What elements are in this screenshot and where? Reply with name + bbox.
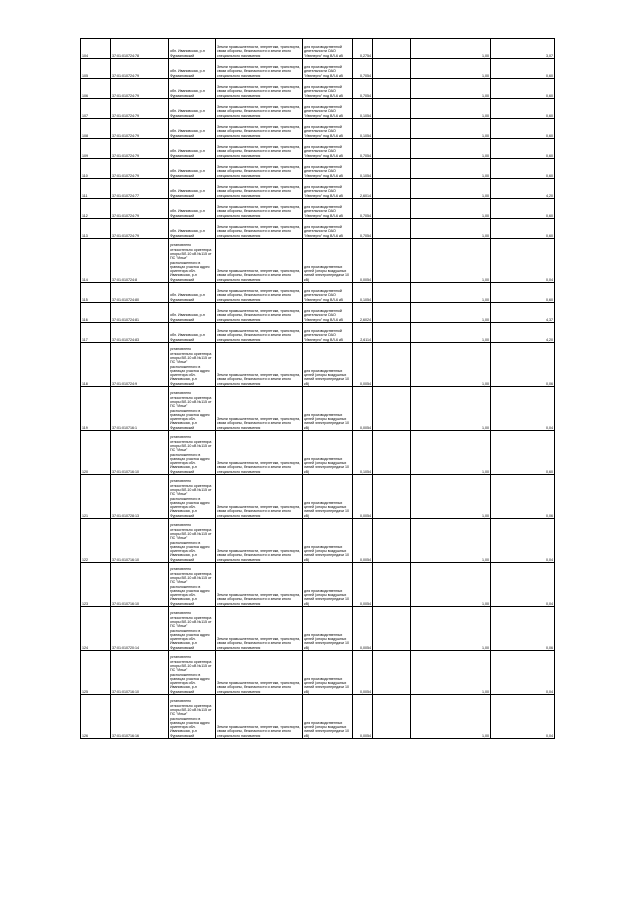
table-row — [81, 199, 555, 219]
cadastral-number: 37:01:010716:10 — [111, 431, 169, 475]
table-row — [81, 607, 555, 651]
table-row — [81, 239, 555, 283]
table-row — [81, 475, 555, 519]
land-category: Земли промышленности, энергетики, транспорта, связи обороны, безопасности и земли иного специального назначения — [216, 199, 303, 219]
empty-cell — [373, 119, 411, 139]
location: обл. Ивановская, р-н Фурмановский — [169, 79, 216, 99]
location: обл. Ивановская, р-н Фурмановский — [169, 119, 216, 139]
table-row — [81, 219, 555, 239]
area: 0,7054 — [353, 59, 373, 79]
row-number: 117 — [81, 323, 111, 343]
cadastral-number: 37:01:010724:8 — [111, 239, 169, 283]
table-row — [81, 119, 555, 139]
empty-cell — [373, 323, 411, 343]
land-category: Земли промышленности, энергетики, транспорта, связи обороны, безопасности и земли иного специального назначения — [216, 387, 303, 431]
table-row — [81, 387, 555, 431]
row-number: 108 — [81, 119, 111, 139]
coefficient: 1,00 — [411, 239, 491, 283]
permitted-use: для производственной деятельности ОАО "Ивэнерго" под ВЛ-6 кВ — [303, 303, 353, 323]
table-row — [81, 431, 555, 475]
amount: 0,04 — [491, 387, 555, 431]
empty-cell — [373, 139, 411, 159]
area: 0,1054 — [353, 119, 373, 139]
location: обл. Ивановская, р-н Фурмановский — [169, 283, 216, 303]
land-category: Земли промышленности, энергетики, транспорта, связи обороны, безопасности и земли иного специального назначения — [216, 563, 303, 607]
location: обл. Ивановская, р-н Фурмановский — [169, 39, 216, 59]
table-row — [81, 323, 555, 343]
row-number: 114 — [81, 239, 111, 283]
empty-cell — [373, 99, 411, 119]
row-number: 124 — [81, 607, 111, 651]
permitted-use: для производственных целей (опоры воздушных линий электропередачи 10 кВ) — [303, 431, 353, 475]
empty-cell — [373, 219, 411, 239]
land-category: Земли промышленности, энергетики, транспорта, связи обороны, безопасности и земли иного специального назначения — [216, 159, 303, 179]
coefficient: 1,00 — [411, 159, 491, 179]
permitted-use: для производственной деятельности ОАО "Ивэнерго" под ВЛ-6 кВ — [303, 139, 353, 159]
amount: 0,06 — [491, 475, 555, 519]
amount: 0,06 — [491, 607, 555, 651]
coefficient: 1,00 — [411, 179, 491, 199]
coefficient: 1,00 — [411, 119, 491, 139]
area: 0,7054 — [353, 199, 373, 219]
row-number: 113 — [81, 219, 111, 239]
empty-cell — [373, 475, 411, 519]
table-row — [81, 519, 555, 563]
amount: 0,04 — [491, 239, 555, 283]
land-category: Земли промышленности, энергетики, транспорта, связи обороны, безопасности и земли иного специального назначения — [216, 519, 303, 563]
location: обл. Ивановская, р-н Фурмановский — [169, 99, 216, 119]
coefficient: 1,00 — [411, 431, 491, 475]
row-number: 112 — [81, 199, 111, 219]
empty-cell — [373, 39, 411, 59]
area: 0,0054 — [353, 343, 373, 387]
area: 0,0054 — [353, 239, 373, 283]
row-number: 120 — [81, 431, 111, 475]
area: 0,1054 — [353, 99, 373, 119]
permitted-use: для производственных целей (опоры воздушных линий электропередачи 10 кВ) — [303, 343, 353, 387]
location: установлено относительно ориентира опоры ВЛ-10 кВ №115 от ПС "Ильи" расположенного в границах участка адрес ориентира обл. Ивановская, р-н Фурмановский — [169, 563, 216, 607]
permitted-use: для производственных целей (опоры воздушных линий электропередачи 10 кВ) — [303, 607, 353, 651]
cadastral-number: 37:01:010724:79 — [111, 159, 169, 179]
cadastral-number: 37:01:010724:9 — [111, 343, 169, 387]
location: обл. Ивановская, р-н Фурмановский — [169, 59, 216, 79]
permitted-use: для производственной деятельности ОАО "Ивэнерго" под ВЛ-6 кВ — [303, 119, 353, 139]
coefficient: 1,00 — [411, 303, 491, 323]
area: 0,1054 — [353, 159, 373, 179]
empty-cell — [373, 563, 411, 607]
area: 0,0054 — [353, 387, 373, 431]
coefficient: 1,00 — [411, 59, 491, 79]
empty-cell — [373, 199, 411, 219]
coefficient: 1,00 — [411, 695, 491, 739]
land-category: Земли промышленности, энергетики, транспорта, связи обороны, безопасности и земли иного специального назначения — [216, 239, 303, 283]
coefficient: 1,00 — [411, 79, 491, 99]
land-category: Земли промышленности, энергетики, транспорта, связи обороны, безопасности и земли иного специального назначения — [216, 179, 303, 199]
cadastral-number: 37:01:010724:81 — [111, 303, 169, 323]
permitted-use: для производственных целей (опоры воздушных линий электропередачи 10 кВ) — [303, 475, 353, 519]
row-number: 104 — [81, 39, 111, 59]
amount: 4,37 — [491, 303, 555, 323]
coefficient: 1,00 — [411, 323, 491, 343]
permitted-use: для производственной деятельности ОАО "Ивэнерго" под ВЛ-6 кВ — [303, 59, 353, 79]
land-category: Земли промышленности, энергетики, транспорта, связи обороны, безопасности и земли иного специального назначения — [216, 139, 303, 159]
land-category: Земли промышленности, энергетики, транспорта, связи обороны, безопасности и земли иного специального назначения — [216, 695, 303, 739]
land-category: Земли промышленности, энергетики, транспорта, связи обороны, безопасности и земли иного специального назначения — [216, 303, 303, 323]
cadastral-number: 37:01:010716:10 — [111, 651, 169, 695]
coefficient: 1,00 — [411, 563, 491, 607]
permitted-use: для производственных целей (опоры воздушных линий электропередачи 10 кВ) — [303, 387, 353, 431]
amount: 0,04 — [491, 651, 555, 695]
table-row — [81, 283, 555, 303]
row-number: 116 — [81, 303, 111, 323]
cadastral-number: 37:01:010720:14 — [111, 607, 169, 651]
table-row — [81, 79, 555, 99]
cadastral-number: 37:01:010724:79 — [111, 119, 169, 139]
area: 0,2754 — [353, 39, 373, 59]
row-number: 119 — [81, 387, 111, 431]
land-category: Земли промышленности, энергетики, транспорта, связи обороны, безопасности и земли иного специального назначения — [216, 59, 303, 79]
cadastral-number: 37:01:010724:80 — [111, 283, 169, 303]
table-row — [81, 695, 555, 739]
cadastral-number: 37:01:010724:78 — [111, 39, 169, 59]
location: установлено относительно ориентира опоры ВЛ-10 кВ №115 от ПС "Ильи" расположенного в границах участка адрес ориентира обл. Ивановская, р-н Фурмановский — [169, 387, 216, 431]
cadastral-number: 37:01:010724:79 — [111, 59, 169, 79]
table-row — [81, 651, 555, 695]
empty-cell — [373, 179, 411, 199]
row-number: 122 — [81, 519, 111, 563]
area: 2,6024 — [353, 303, 373, 323]
empty-cell — [373, 431, 411, 475]
location: обл. Ивановская, р-н Фурмановский — [169, 179, 216, 199]
permitted-use: для производственных целей (опоры воздушных линий электропередачи 10 кВ) — [303, 651, 353, 695]
cadastral-number: 37:01:010716:1 — [111, 387, 169, 431]
land-category: Земли промышленности, энергетики, транспорта, связи обороны, безопасности и земли иного специального назначения — [216, 651, 303, 695]
permitted-use: для производственной деятельности ОАО "Ивэнерго" под ВЛ-6 кВ — [303, 323, 353, 343]
area: 0,0054 — [353, 519, 373, 563]
location: установлено относительно ориентира опоры ВЛ-10 кВ №115 от ПС "Ильи" расположенного в границах участка адрес ориентира обл. Ивановская, р-н Фурмановский — [169, 695, 216, 739]
row-number: 115 — [81, 283, 111, 303]
table-row — [81, 99, 555, 119]
location: обл. Ивановская, р-н Фурмановский — [169, 303, 216, 323]
area: 0,7054 — [353, 79, 373, 99]
permitted-use: для производственной деятельности ОАО "Ивэнерго" под ВЛ-6 кВ — [303, 199, 353, 219]
coefficient: 1,00 — [411, 343, 491, 387]
empty-cell — [373, 159, 411, 179]
coefficient: 1,00 — [411, 475, 491, 519]
permitted-use: для производственной деятельности ОАО "Ивэнерго" под ВЛ-6 кВ — [303, 179, 353, 199]
amount: 0,60 — [491, 159, 555, 179]
area: 2,6014 — [353, 179, 373, 199]
coefficient: 1,00 — [411, 519, 491, 563]
coefficient: 1,00 — [411, 199, 491, 219]
amount: 0,06 — [491, 343, 555, 387]
row-number: 111 — [81, 179, 111, 199]
amount: 0,60 — [491, 199, 555, 219]
empty-cell — [373, 343, 411, 387]
cadastral-number: 37:01:010716:10 — [111, 563, 169, 607]
land-category: Земли промышленности, энергетики, транспорта, связи обороны, безопасности и земли иного специального назначения — [216, 607, 303, 651]
permitted-use: для производственной деятельности ОАО "Ивэнерго" под ВЛ-6 кВ — [303, 39, 353, 59]
row-number: 106 — [81, 79, 111, 99]
cadastral-number: 37:01:010716:16 — [111, 695, 169, 739]
amount: 0,60 — [491, 139, 555, 159]
area: 0,0054 — [353, 475, 373, 519]
permitted-use: для производственной деятельности ОАО "Ивэнерго" под ВЛ-6 кВ — [303, 283, 353, 303]
coefficient: 1,00 — [411, 99, 491, 119]
row-number: 105 — [81, 59, 111, 79]
area: 0,0054 — [353, 695, 373, 739]
empty-cell — [373, 59, 411, 79]
location: обл. Ивановская, р-н Фурмановский — [169, 139, 216, 159]
coefficient: 1,00 — [411, 607, 491, 651]
coefficient: 1,00 — [411, 219, 491, 239]
empty-cell — [373, 651, 411, 695]
cadastral-number: 37:01:010724:79 — [111, 99, 169, 119]
amount: 0,60 — [491, 219, 555, 239]
amount: 0,60 — [491, 99, 555, 119]
table-row — [81, 563, 555, 607]
empty-cell — [373, 607, 411, 651]
cadastral-number: 37:01:010724:79 — [111, 79, 169, 99]
area: 0,7054 — [353, 139, 373, 159]
location: обл. Ивановская, р-н Фурмановский — [169, 199, 216, 219]
land-category: Земли промышленности, энергетики, транспорта, связи обороны, безопасности и земли иного специального назначения — [216, 343, 303, 387]
area: 2,6114 — [353, 323, 373, 343]
table-row — [81, 39, 555, 59]
cadastral-number: 37:01:010724:77 — [111, 179, 169, 199]
row-number: 126 — [81, 695, 111, 739]
table-row — [81, 303, 555, 323]
location: установлено относительно ориентира опоры ВЛ-10 кВ №115 от ПС "Ильи" расположенного в границах участка адрес ориентира обл. Ивановская, р-н Фурмановский — [169, 607, 216, 651]
cadastral-number: 37:01:010724:79 — [111, 199, 169, 219]
coefficient: 1,00 — [411, 283, 491, 303]
land-category: Земли промышленности, энергетики, транспорта, связи обороны, безопасности и земли иного специального назначения — [216, 283, 303, 303]
land-category: Земли промышленности, энергетики, транспорта, связи обороны, безопасности и земли иного специального назначения — [216, 431, 303, 475]
amount: 0,04 — [491, 695, 555, 739]
location: установлено относительно ориентира опоры ВЛ-10 кВ №115 от ПС "Ильи" расположенного в границах участка адрес ориентира обл. Ивановская, р-н Фурмановский — [169, 475, 216, 519]
permitted-use: для производственной деятельности ОАО "Ивэнерго" под ВЛ-6 кВ — [303, 79, 353, 99]
location: обл. Ивановская, р-н Фурмановский — [169, 323, 216, 343]
row-number: 125 — [81, 651, 111, 695]
table-row — [81, 159, 555, 179]
empty-cell — [373, 519, 411, 563]
empty-cell — [373, 283, 411, 303]
coefficient: 1,00 — [411, 387, 491, 431]
cadastral-number: 37:01:010724:79 — [111, 219, 169, 239]
coefficient: 1,00 — [411, 651, 491, 695]
table-row — [81, 179, 555, 199]
table-row — [81, 139, 555, 159]
amount: 4,20 — [491, 179, 555, 199]
cadastral-number: 37:01:010728:13 — [111, 475, 169, 519]
location: обл. Ивановская, р-н Фурмановский — [169, 219, 216, 239]
coefficient: 1,00 — [411, 39, 491, 59]
permitted-use: для производственных целей (опоры воздушных линий электропередачи 10 кВ) — [303, 563, 353, 607]
area: 0,1054 — [353, 431, 373, 475]
table-row — [81, 59, 555, 79]
location: установлено относительно ориентира опоры ВЛ-10 кВ №115 от ПС "Ильи" расположенного в границах участка адрес ориентира обл. Ивановская, р-н Фурмановский — [169, 431, 216, 475]
location: установлено относительно ориентира опоры ВЛ-10 кВ №115 от ПС "Ильи" расположенного в границах участка адрес ориентира обл. Ивановская, р-н Фурмановский — [169, 519, 216, 563]
amount: 0,60 — [491, 119, 555, 139]
permitted-use: для производственных целей (опоры воздушных линий электропередачи 10 кВ) — [303, 519, 353, 563]
permitted-use: для производственных целей (опоры воздушных линий электропередачи 10 кВ) — [303, 695, 353, 739]
amount: 0,60 — [491, 59, 555, 79]
land-plot-table — [80, 38, 555, 739]
amount: 0,04 — [491, 519, 555, 563]
empty-cell — [373, 303, 411, 323]
land-category: Земли промышленности, энергетики, транспорта, связи обороны, безопасности и земли иного специального назначения — [216, 475, 303, 519]
cadastral-number: 37:01:010724:83 — [111, 323, 169, 343]
location: установлено относительно ориентира опоры ВЛ-10 кВ №115 от ПС "Ильи" расположенного в границах участка адрес ориентира обл. Ивановская, р-н Фурмановский — [169, 239, 216, 283]
amount: 3,07 — [491, 39, 555, 59]
amount: 4,20 — [491, 323, 555, 343]
area: 0,0054 — [353, 563, 373, 607]
row-number: 107 — [81, 99, 111, 119]
area: 0,0054 — [353, 607, 373, 651]
land-category: Земли промышленности, энергетики, транспорта, связи обороны, безопасности и земли иного специального назначения — [216, 119, 303, 139]
permitted-use: для производственной деятельности ОАО "Ивэнерго" под ВЛ-6 кВ — [303, 99, 353, 119]
table-body — [81, 39, 555, 739]
amount: 0,60 — [491, 431, 555, 475]
coefficient: 1,00 — [411, 139, 491, 159]
land-category: Земли промышленности, энергетики, транспорта, связи обороны, безопасности и земли иного специального назначения — [216, 79, 303, 99]
amount: 0,60 — [491, 283, 555, 303]
row-number: 123 — [81, 563, 111, 607]
permitted-use: для производственной деятельности ОАО "Ивэнерго" под ВЛ-6 кВ — [303, 159, 353, 179]
empty-cell — [373, 695, 411, 739]
permitted-use: для производственных целей (опоры воздушных линий электропередачи 10 кВ) — [303, 239, 353, 283]
row-number: 118 — [81, 343, 111, 387]
land-category: Земли промышленности, энергетики, транспорта, связи обороны, безопасности и земли иного специального назначения — [216, 323, 303, 343]
row-number: 109 — [81, 139, 111, 159]
area: 0,1054 — [353, 283, 373, 303]
land-category: Земли промышленности, энергетики, транспорта, связи обороны, безопасности и земли иного специального назначения — [216, 39, 303, 59]
permitted-use: для производственной деятельности ОАО "Ивэнерго" под ВЛ-6 кВ — [303, 219, 353, 239]
location: установлено относительно ориентира опоры ВЛ-10 кВ №115 от ПС "Ильи" расположенного в границах участка адрес ориентира обл. Ивановская, р-н Фурмановский — [169, 651, 216, 695]
area: 0,7054 — [353, 219, 373, 239]
cadastral-number: 37:01:010716:10 — [111, 519, 169, 563]
row-number: 121 — [81, 475, 111, 519]
amount: 0,60 — [491, 79, 555, 99]
location: установлено относительно ориентира опоры ВЛ-10 кВ №115 от ПС "Ильи" расположенного в границах участка адрес ориентира обл. Ивановская, р-н Фурмановский — [169, 343, 216, 387]
area: 0,0054 — [353, 651, 373, 695]
empty-cell — [373, 387, 411, 431]
table-row — [81, 343, 555, 387]
empty-cell — [373, 239, 411, 283]
land-category: Земли промышленности, энергетики, транспорта, связи обороны, безопасности и земли иного специального назначения — [216, 219, 303, 239]
amount: 0,04 — [491, 563, 555, 607]
land-category: Земли промышленности, энергетики, транспорта, связи обороны, безопасности и земли иного специального назначения — [216, 99, 303, 119]
cadastral-number: 37:01:010724:79 — [111, 139, 169, 159]
row-number: 110 — [81, 159, 111, 179]
land-plot-table-page — [80, 38, 554, 739]
empty-cell — [373, 79, 411, 99]
location: обл. Ивановская, р-н Фурмановский — [169, 159, 216, 179]
